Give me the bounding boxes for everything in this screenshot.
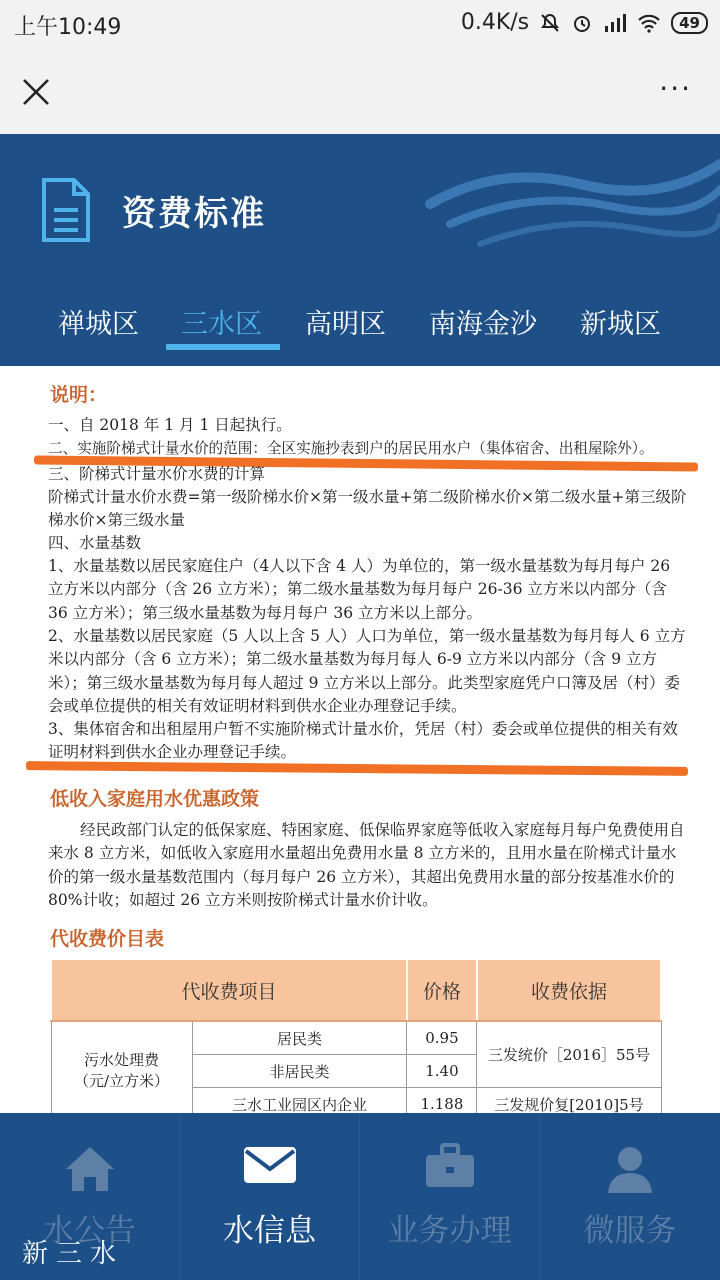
explain-item-3-formula: 阶梯式计量水价水费=第一级阶梯水价×第一级水量+第二级阶梯水价×第二级水量+第三级阶梯水价×第三级水量 xyxy=(48,488,687,530)
tab-sanshui[interactable]: 三水区 xyxy=(181,309,262,340)
briefcase-icon xyxy=(422,1143,478,1191)
col-header-basis: 收费依据 xyxy=(477,959,661,1021)
district-tabs xyxy=(0,284,720,366)
explain-item-4-2: 2、水量基数以居民家庭（5 人以上含 5 人）人口为单位，第一级水量基数为每月每人 6 立方米以内部分（含 6 立方米）；第二级水量基数为每月每人 6-9 立方米以内部分（含 9 立方米）；第三级水量基数为每月每人超过 9 立方米以上部分。此类型家庭凭户口簿及居（村）委会或单位提供的相关有效证明材料到供水企业办理登记手续。 xyxy=(48,627,686,715)
close-icon[interactable] xyxy=(20,72,52,112)
price-cell: 1.40 xyxy=(407,1055,477,1088)
nav-micro-service[interactable] xyxy=(540,1113,720,1280)
explain-item-3: 三、阶梯式计量水价水费的计算 xyxy=(48,465,266,483)
mail-icon xyxy=(242,1143,298,1187)
tab-chancheng[interactable]: 禅城区 xyxy=(58,309,139,340)
item-cell: 居民类 xyxy=(192,1021,407,1055)
wave-decoration xyxy=(420,144,720,264)
policy-heading: 低收入家庭用水优惠政策 xyxy=(50,788,260,810)
group-unit: （元/立方米） xyxy=(73,1072,170,1090)
item-cell: 三水工业园区内企业 xyxy=(192,1088,407,1115)
alarm-icon xyxy=(571,12,593,34)
user-icon xyxy=(602,1143,658,1195)
item-cell: 非居民类 xyxy=(192,1055,407,1088)
price-cell: 1.188 xyxy=(407,1088,477,1115)
tab-xincheng[interactable]: 新城区 xyxy=(580,309,661,340)
price-cell: 0.95 xyxy=(407,1021,477,1055)
explain-item-2: 二、实施阶梯式计量水价的范围：全区实施抄表到户的居民用水户（集体宿舍、出租屋除外）。 xyxy=(48,440,654,457)
status-time: 上午10:49 xyxy=(14,15,122,40)
policy-text: 经民政部门认定的低保家庭、特困家庭、低保临界家庭等低收入家庭每月每户免费使用自来水 8 立方米，如低收入家庭用水量超出免费用水量 8 立方米的，且用水量在阶梯式计量水价的第一级水量基数范围内（每月每户 26 立方米），其超出免费用水量的部分按基准水价的 80%计收；如超过 26 立方米则按阶梯式计量水价计收。 xyxy=(48,821,685,909)
explain-item-4-3: 3、集体宿舍和出租屋用户暂不实施阶梯式计量水价，凭居（村）委会或单位提供的相关有效证明材料到供水企业办理登记手续。 xyxy=(48,720,678,762)
nav-label: 微服务 xyxy=(583,1213,677,1249)
fee-table xyxy=(50,958,662,1114)
status-icons xyxy=(461,10,708,35)
signal-icon xyxy=(603,13,627,33)
explain-item-4-1: 1、水量基数以居民家庭住户（4人以下含 4 人）为单位的，第一级水量基数为每月每户 26 立方米以内部分（含 26 立方米）；第二级水量基数为每月每户 26-36 立方米以内部分（含 36 立方米）；第三级水量基数为每月每户 36 立方米以上部分。 xyxy=(48,557,671,622)
nav-label: 业务办理 xyxy=(387,1213,512,1249)
group-cell xyxy=(51,1021,192,1114)
mute-bell-icon xyxy=(539,12,561,34)
network-speed: 0.4K/s xyxy=(460,10,530,35)
tab-gaoming[interactable]: 高明区 xyxy=(305,309,386,340)
nav-business[interactable] xyxy=(360,1113,539,1280)
active-tab-indicator xyxy=(166,344,280,350)
col-header-item: 代收费项目 xyxy=(51,959,407,1021)
explain-item-1: 一、自 2018 年 1 月 1 日起执行。 xyxy=(48,416,292,434)
explain-item-4: 四、水量基数 xyxy=(48,534,142,552)
more-icon[interactable]: ··· xyxy=(659,72,692,105)
nav-water-info[interactable] xyxy=(180,1113,359,1280)
page-title: 资费标准 xyxy=(122,194,266,234)
status-bar xyxy=(0,0,720,50)
table-header-row xyxy=(51,959,661,1021)
tariff-content xyxy=(0,366,720,1114)
explain-heading: 说明： xyxy=(50,384,108,406)
bottom-nav xyxy=(0,1113,720,1280)
top-navbar xyxy=(0,50,720,134)
home-icon xyxy=(62,1143,118,1195)
basis-cell: 三发规价复[2010]5号 xyxy=(477,1088,661,1115)
wifi-icon xyxy=(637,13,661,33)
tab-nanhai-jinsha[interactable]: 南海金沙 xyxy=(429,309,537,340)
col-header-price: 价格 xyxy=(407,959,477,1021)
battery-icon: 49 xyxy=(671,12,708,34)
group-label: 污水处理费 xyxy=(83,1051,159,1069)
watermark: 新三水 xyxy=(22,1239,125,1269)
basis-cell: 三发统价［2016］55号 xyxy=(477,1021,661,1088)
banner xyxy=(0,134,720,366)
fee-heading: 代收费价目表 xyxy=(50,928,165,950)
nav-label: 水公告 xyxy=(43,1213,136,1249)
table-row xyxy=(51,1021,661,1055)
nav-label: 水信息 xyxy=(223,1213,316,1249)
document-icon xyxy=(40,176,92,244)
